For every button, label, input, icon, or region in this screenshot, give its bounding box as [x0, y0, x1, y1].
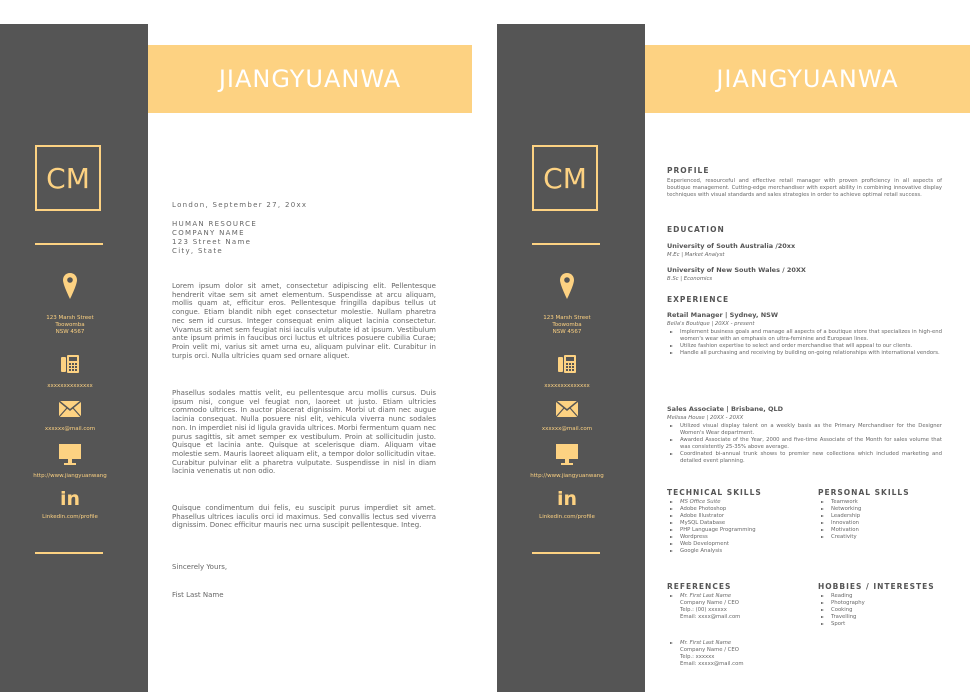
email-address[interactable]: xxxxxx@mail.com	[541, 426, 593, 432]
letter-date: London, September 27, 20xx	[172, 201, 308, 209]
references-list	[667, 593, 807, 621]
experience-heading: EXPERIENCE	[667, 295, 730, 304]
list-item: Motivation	[818, 527, 938, 534]
phone-number: xxxxxxxxxxxxxx	[47, 383, 93, 389]
divider-top	[532, 243, 600, 245]
list-item: Web Development	[667, 541, 807, 548]
email-address[interactable]: xxxxxx@mail.com	[44, 426, 96, 432]
letter-paragraph: Lorem ipsum dolor sit amet, consectetur adipiscing elit. Pellentesque hendrerit vitae sem sit amet elementum. Suspendisse at arcu aliquam, mollis quam at, efficitur eros. Pellentesque fringilla dapibus tellus ut congue. Etiam blandit nibh eget consectetur molestie. Nullam pharetra nec sem id cursus. Integer consequat enim aliquet lacinia consectetur. Vivamus sit amet sem feugiat nisi iaculis vulputate id at ipsum. Vestibulum ante ipsum primis in faucibus orci luctus et ultrices posuere cubilia Curae; Proin velit mi, varius sit amet urna eu, aliquam pulvinar elit. Curabitur in turpis orci. Nulla ultricies quam sed ornare aliquet.	[172, 282, 436, 360]
divider-bottom	[35, 552, 103, 554]
linkedin-icon: in	[556, 488, 578, 510]
monogram-box	[35, 145, 101, 211]
recipient-line: City, State	[172, 247, 223, 255]
list-item: Networking	[818, 506, 938, 513]
list-item: Coordinated bi-annual trunk shows to premier new collections which included marketing and detailed event planning.	[667, 451, 942, 465]
name-title: JIANGYUANWA	[716, 65, 899, 93]
letter-paragraph: Quisque condimentum dui felis, eu suscipit purus imperdiet sit amet. Phasellus ultrices iaculis orci id maximus. Sed convallis lectus sed viverra dignissim. Donec efficitur mauris nec urna suscipit pellentesque. Integ.	[172, 504, 436, 530]
letter-closing: Sincerely Yours,	[172, 563, 228, 571]
recipient-line: HUMAN RESOURCE	[172, 220, 258, 228]
name-banner-left	[148, 45, 472, 113]
website-url[interactable]: http://www.jiangyuanwang	[530, 473, 604, 479]
technical-skills-list	[667, 499, 807, 555]
linkedin-url[interactable]: Linkedin.com/profile	[42, 514, 98, 520]
list-item: Sport	[818, 621, 938, 628]
list-item: MySQL Database	[667, 520, 807, 527]
reference-company: Company Name / CEO	[680, 600, 739, 606]
references-heading: REFERENCES	[667, 582, 732, 591]
job-title: Sales Associate | Brisbane, QLD	[667, 405, 784, 413]
monitor-icon	[497, 444, 637, 466]
list-item: Adobe Photoshop	[667, 506, 807, 513]
phone-number: xxxxxxxxxxxxxx	[544, 383, 590, 389]
list-item: Google Analysis	[667, 548, 807, 555]
list-item: Innovation	[818, 520, 938, 527]
reference-entry	[667, 593, 807, 621]
website-url[interactable]: http://www.jiangyuanwang	[33, 473, 107, 479]
reference-company: Company Name / CEO	[680, 647, 739, 653]
reference-entry	[667, 640, 807, 668]
profile-heading: PROFILE	[667, 166, 710, 175]
list-item: MS Office Suite	[667, 499, 807, 506]
monogram: CM	[46, 161, 90, 195]
education-degree: M.Ec | Market Analyst	[667, 252, 725, 258]
address-line: 123 Marsh Street	[543, 315, 591, 321]
profile-text: Experienced, resourceful and effective retail manager with proven proficiency in all aspects of boutique management. Cutting-edge merchandiser with expert ability in combining innovative display techniques with visual standards and sales strategies in order to achieve optimal retail success.	[667, 178, 942, 198]
address-line: Toowomba	[55, 322, 85, 328]
list-item: Travelling	[818, 614, 938, 621]
linkedin-url[interactable]: Linkedin.com/profile	[539, 514, 595, 520]
list-item: Utilize fashion expertise to select and order merchandise that will appeal to our clients.	[667, 343, 942, 350]
hobbies-heading: HOBBIES / INTERESTES	[818, 582, 935, 591]
personal-skills-heading: PERSONAL SKILLS	[818, 488, 910, 497]
list-item: Teamwork	[818, 499, 938, 506]
list-item: Reading	[818, 593, 938, 600]
technical-skills-heading: TECHNICAL SKILLS	[667, 488, 762, 497]
divider-bottom	[532, 552, 600, 554]
phone-icon	[497, 355, 637, 373]
education-heading: EDUCATION	[667, 225, 725, 234]
list-item: Utilized visual display talent on a weekly basis as the Primary Merchandiser for the Designer Women's Wear department.	[667, 423, 942, 437]
job-bullets	[667, 329, 942, 357]
job-meta: Melissa House | 20XX - 20XX	[667, 415, 744, 421]
list-item: Photography	[818, 600, 938, 607]
reference-name: Mr. First Last Name	[680, 640, 732, 646]
divider-top	[35, 243, 103, 245]
address-line: NSW 4567	[552, 329, 582, 335]
education-school: University of South Australia /20xx	[667, 242, 796, 250]
list-item: Leadership	[818, 513, 938, 520]
phone-icon	[0, 355, 140, 373]
address-line: 123 Marsh Street	[46, 315, 94, 321]
linkedin-icon: in	[59, 488, 81, 510]
list-item: Handle all purchasing and receiving by building on-going relationships with international vendors.	[667, 350, 942, 357]
address-line: NSW 4567	[55, 329, 85, 335]
reference-phone: Telp.: xxxxxx	[680, 654, 715, 660]
name-banner-right	[645, 45, 970, 113]
recipient-line: 123 Street Name	[172, 238, 252, 246]
address-line: Toowomba	[552, 322, 582, 328]
job-title: Retail Manager | Sydney, NSW	[667, 311, 779, 319]
letter-paragraph: Phasellus sodales mattis velit, eu pellentesque arcu mollis cursus. Duis ipsum nisi, congue vel feugiat non, laoreet ut justo. Etiam ultricies commodo ultrices. In auctor placerat dignissim. Morbi ut diam nec augue lacinia consequat. Nulla posuere nisl elit, vehicula viverra nunc sodales non. In imperdiet nisi id ligula gravida ultrices. Morbi fermentum quam nec purus sagittis, sit amet semper ex vestibulum. Proin at sollicitudin justo. Quisque et lacinia ante. Quisque at scelerisque diam. Aliquam vitae molestie sem. Mauris laoreet aliquam elit, a tempor dolor sollicitudin vitae. Curabitur pulvinar elit a pharetra vulputate. Suspendisse in nisl in diam lacinia venenatis ut non odio.	[172, 389, 436, 476]
education-school: University of New South Wales / 20XX	[667, 266, 806, 274]
location-pin-icon	[497, 273, 637, 299]
monitor-icon	[0, 444, 140, 466]
location-pin-icon	[0, 273, 140, 299]
mail-icon	[497, 401, 637, 417]
list-item: Creativity	[818, 534, 938, 541]
reference-name: Mr. First Last Name	[680, 593, 732, 599]
list-item: Adobe Illustrator	[667, 513, 807, 520]
recipient-line: COMPANY NAME	[172, 229, 245, 237]
list-item: PHP Language Programming	[667, 527, 807, 534]
hobbies-list	[818, 593, 938, 628]
list-item: Cooking	[818, 607, 938, 614]
letter-signature: Fist Last Name	[172, 591, 224, 599]
list-item: Wordpress	[667, 534, 807, 541]
monogram-box	[532, 145, 598, 211]
reference-email: Email: xxxx@mail.com	[680, 614, 741, 620]
reference-phone: Telp.: (00) xxxxxx	[680, 607, 727, 613]
mail-icon	[0, 401, 140, 417]
list-item: Implement business goals and manage all aspects of a boutique store that specializes in high-end women's wear with an emphasis on ultra-feminine and European lines.	[667, 329, 942, 343]
list-item: Awarded Associate of the Year, 2000 and five-time Associate of the Month for sales volume that was consistently 25-35% above average.	[667, 437, 942, 451]
monogram: CM	[543, 161, 587, 195]
name-title: JIANGYUANWA	[218, 65, 402, 93]
education-degree: B.Sc | Economics	[667, 276, 713, 282]
personal-skills-list	[818, 499, 938, 541]
job-bullets	[667, 423, 942, 465]
job-meta: Bella's Boutique | 20XX - present	[667, 321, 755, 327]
reference-email: Email: xxxxx@mail.com	[680, 661, 744, 667]
references-list	[667, 640, 807, 668]
